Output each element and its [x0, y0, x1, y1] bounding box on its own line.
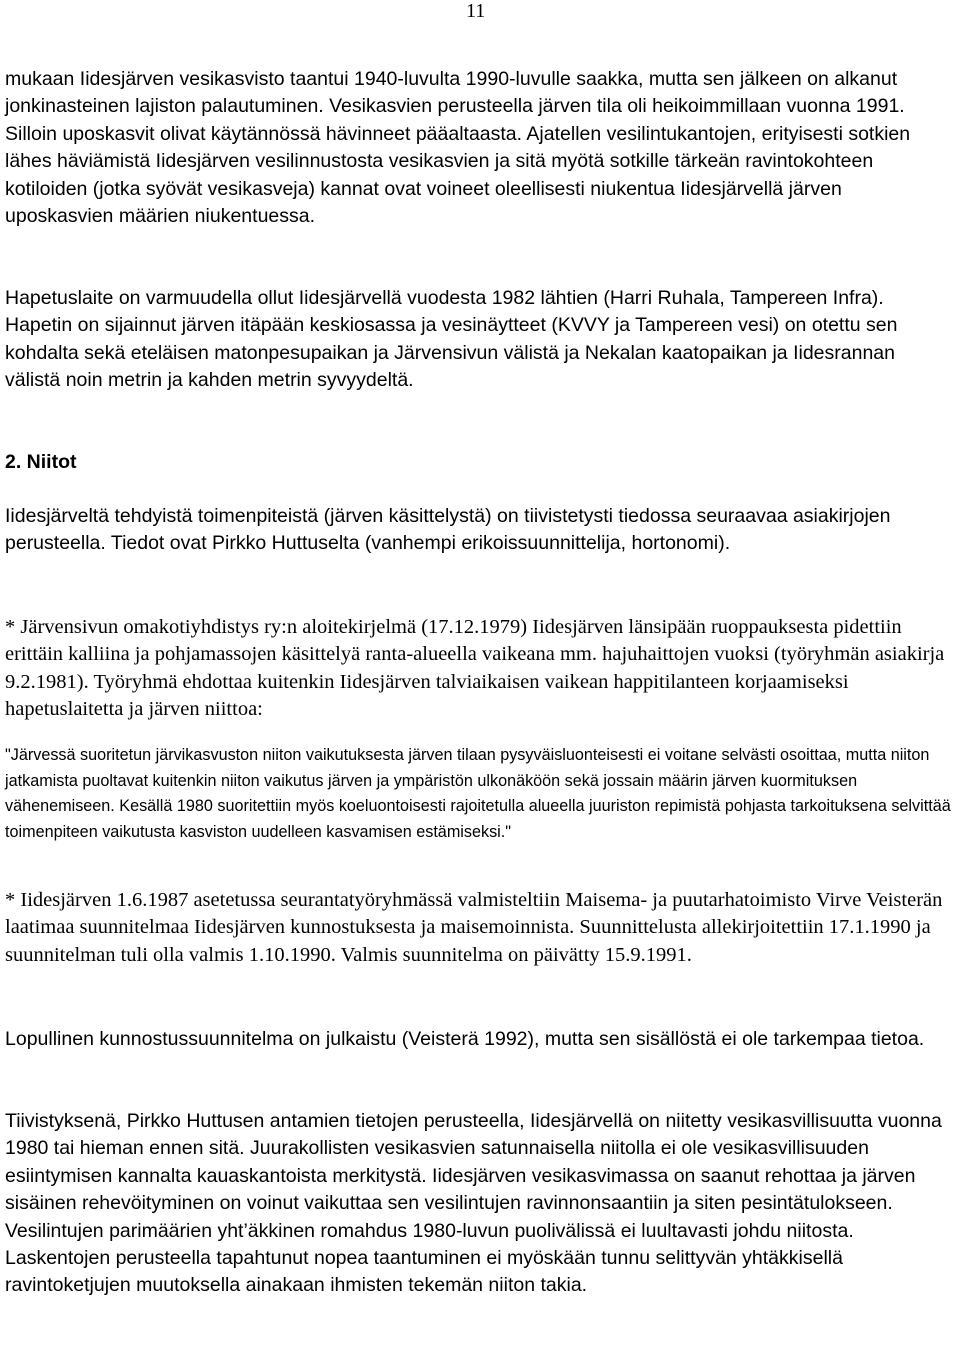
paragraph-final-plan: Lopullinen kunnostussuunnitelma on julkaistu (Veisterä 1992), mutta sen sisällöstä ei ole tarkempaa tietoa.: [5, 1028, 925, 1050]
paragraph-summary: Tiivistyksenä, Pirkko Huttusen antamien tietojen perusteella, Iidesjärvellä on niitetty vesikasvillisuutta vuonna 1980 tai hieman ennen sitä. Juurakollisten vesikasvien satunnaisella niitolla ei ole vesikasvillisuuden esiintymisen kannalta kauaskantoista merkitystä. Iidesjärven vesikasvimassa on saanut rehottaa ja järven sisäinen rehevöityminen on voinut vaikuttaa sen vesilintujen ravinnonsaantiin ja siten pesintätulokseen. Vesilintujen parimäärien yht’äkkinen romahdus 1980-luvun puolivälissä ei luultavasti johdu niitosta. Laskentojen perusteella tapahtunut nopea taantuminen ei myöskään tunnu selittyvän yhtäkkisellä ravintoketjujen muutoksella ainakaan ihmisten tekemän niiton takia.: [5, 1110, 942, 1297]
paragraph-measures-intro: Iidesjärveltä tehdyistä toimenpiteistä (järven käsittelystä) on tiivistetysti tiedossa seuraavaa asiakirjojen perusteella. Tiedot ovat Pirkko Huttuselta (vanhempi erikoissuunnittelija, hortonomi).: [5, 505, 891, 555]
quote-working-group: "Järvessä suoritetun järvikasvuston niiton vaikutuksesta järven tilaan pysyväisluonteisesti ei voitane selvästi osoittaa, mutta niiton jatkamista puoltavat kuitenkin niiton vaikutus järven ja ympäristön ulkonäköön sekä jossain määrin järven kuormituksen vähenemiseen. Kesällä 1980 suoritettiin myös koeluontoisesti rajoitetulla alueella juuriston repimistä pohjasta tarkoituksena selvittää toimenpiteen vaikutusta kasviston uudelleen kasvamisen estämiseksi.": [5, 746, 951, 841]
paragraph-initiative-letter: * Järvensivun omakotiyhdistys ry:n aloitekirjelmä (17.12.1979) Iidesjärven länsipään ruoppauksesta pidettiin erittäin kalliina ja pohjamassojen käsittelyä ranta-alueella vaikeana mm. hajuhaittojen vuoksi (työryhmän asiakirja 9.2.1981). Työryhmä ehdottaa kuitenkin Iidesjärven talviaikaisen vaikean happitilanteen korjaamiseksi hapetuslaitetta ja järven niittoa:: [5, 616, 945, 721]
page-number: 11: [466, 0, 486, 22]
paragraph-aerator: Hapetuslaite on varmuudella ollut Iidesjärvellä vuodesta 1982 lähtien (Harri Ruhala, Tampereen Infra). Hapetin on sijainnut järven itäpään keskiosassa ja vesinäytteet (KVVY ja Tampereen vesi) on otettu sen kohdalta sekä eteläisen matonpesupaikan ja Järvensivun välistä ja Nekalan kaatopaikan ja Iidesrannan välistä noin metrin ja kahden metrin syvyydeltä.: [5, 287, 898, 392]
paragraph-monitoring-group: * Iidesjärven 1.6.1987 asetetussa seurantatyöryhmässä valmisteltiin Maisema- ja puutarhatoimisto Virve Veisterän laatimaa suunnitelmaa Iidesjärven kunnostuksesta ja maisemoinnista. Suunnittelusta allekirjoitettiin 17.1.1990 ja suunnitelman tuli olla valmis 1.10.1990. Valmis suunnitelma on päivätty 15.9.1991.: [5, 889, 943, 966]
paragraph-vegetation-history: mukaan Iidesjärven vesikasvisto taantui 1940-luvulta 1990-luvulle saakka, mutta sen jälkeen on alkanut jonkinasteinen lajiston palautuminen. Vesikasvien perusteella järven tila oli heikoimmillaan vuonna 1991. Silloin uposkasvit olivat käytännössä hävinneet pääaltaasta. Ajatellen vesilintukantojen, erityisesti sotkien lähes häviämistä Iidesjärven vesilinnustosta vesikasvien ja sitä myötä sotkille tärkeän ravintokohteen kotiloiden (jotka syövät vesikasveja) kannat ovat voineet oleellisesti niukentua Iidesjärvellä järven uposkasvien määrien niukentuessa.: [5, 68, 911, 228]
section-heading-niitot: 2. Niitot: [5, 451, 77, 473]
